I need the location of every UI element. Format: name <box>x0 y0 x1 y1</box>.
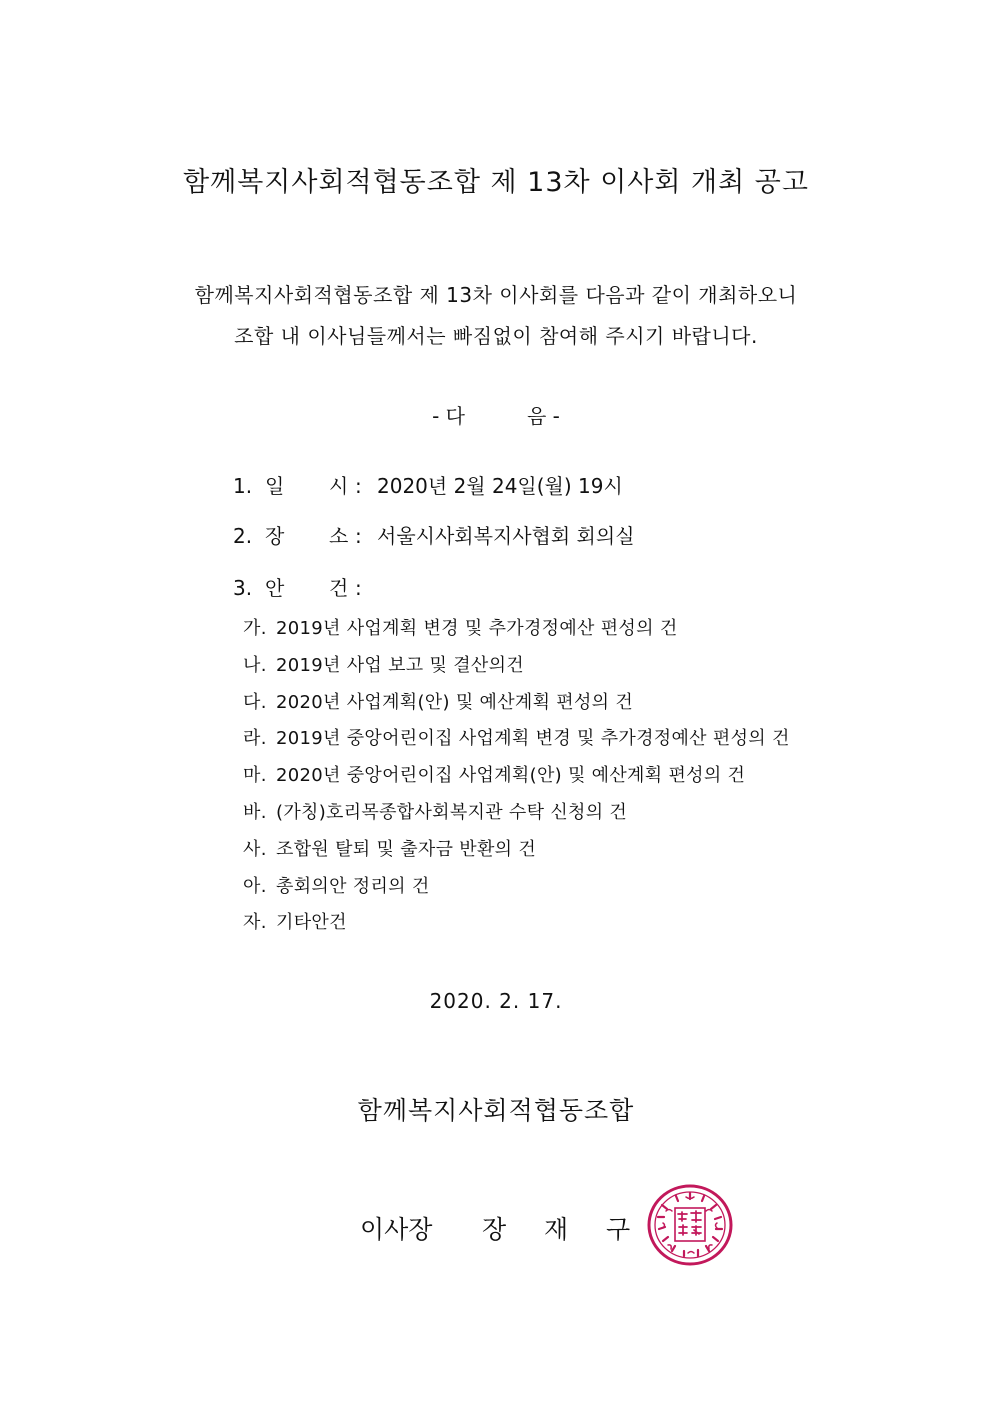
field-colon: : <box>355 524 362 548</box>
agenda-item <box>243 724 790 761</box>
signer-name-char-3: 구 <box>606 1215 631 1244</box>
agenda-item <box>243 908 790 945</box>
agenda-item <box>243 872 790 909</box>
agenda-text: 2019년 사업계획 변경 및 추가경정예산 편성의 건 <box>276 618 678 639</box>
field-value: 서울시사회복지사협회 회의실 <box>377 524 635 548</box>
agenda-text: 2019년 중앙어린이집 사업계획 변경 및 추가경정예산 편성의 건 <box>276 728 790 750</box>
field-datetime <box>233 470 623 499</box>
agenda-marker: 아. <box>243 875 267 897</box>
agenda-text: 2020년 사업계획(안) 및 예산계획 편성의 건 <box>276 691 634 713</box>
field-number: 1. <box>233 474 253 498</box>
organization-name: 함께복지사회적협동조합 <box>357 1096 635 1125</box>
notice-date: 2020. 2. 17. <box>429 989 563 1013</box>
intro-line-2: 조합 내 이사님들께서는 빠짐없이 참여해 주시기 바랍니다. <box>234 324 758 348</box>
agenda-marker: 마. <box>243 765 267 787</box>
intro-line-1: 함께복지사회적협동조합 제 13차 이사회를 다음과 같이 개최하오니 <box>194 283 798 307</box>
field-number: 2. <box>233 524 253 548</box>
agenda-item <box>243 688 790 725</box>
field-label-char-1: 장 <box>265 524 285 548</box>
field-agenda <box>233 572 377 601</box>
agenda-text: 조합원 탈퇴 및 출자금 반환의 건 <box>276 838 537 860</box>
agenda-marker: 사. <box>243 838 267 860</box>
field-location <box>233 520 635 549</box>
agenda-item <box>243 761 790 798</box>
field-value: 2020년 2월 24일(월) 19시 <box>377 474 623 498</box>
field-number: 3. <box>233 576 253 600</box>
signer-role: 이사장 <box>360 1215 433 1244</box>
agenda-marker: 바. <box>243 801 267 823</box>
agenda-text: 2020년 중앙어린이집 사업계획(안) 및 예산계획 편성의 건 <box>276 765 746 787</box>
agenda-marker: 자. <box>243 912 267 934</box>
document-title: 함께복지사회적협동조합 제 13차 이사회 개최 공고 <box>183 167 809 198</box>
agenda-item <box>243 651 790 688</box>
agenda-marker: 라. <box>243 728 267 750</box>
field-colon: : <box>355 474 362 498</box>
field-colon: : <box>355 576 362 600</box>
field-label-char-2: 시 <box>329 474 349 498</box>
field-label-char-1: 일 <box>265 474 285 498</box>
agenda-text: (가칭)호리목종합사회복지관 수탁 신청의 건 <box>276 801 628 823</box>
signer-name-char-1: 장 <box>482 1215 507 1244</box>
agenda-text: 2019년 사업 보고 및 결산의건 <box>276 654 524 676</box>
agenda-text: 기타안건 <box>276 912 347 934</box>
field-label-char-2: 소 <box>329 524 349 548</box>
notice-heading <box>0 400 992 429</box>
agenda-list <box>243 614 790 945</box>
agenda-item <box>243 835 790 872</box>
field-label-char-2: 건 <box>329 576 349 600</box>
agenda-item <box>243 798 790 835</box>
notice-heading-left: - 다 <box>432 404 465 428</box>
agenda-marker: 가. <box>243 618 267 639</box>
agenda-text: 총회의안 정리의 건 <box>276 875 430 897</box>
signature-line <box>360 1210 668 1246</box>
seal-stamp-icon <box>646 1183 734 1267</box>
signer-name-char-2: 재 <box>544 1215 569 1244</box>
notice-heading-right: 음 - <box>527 404 560 428</box>
field-label-char-1: 안 <box>265 576 285 600</box>
agenda-item <box>243 614 790 651</box>
agenda-marker: 나. <box>243 654 267 676</box>
agenda-marker: 다. <box>243 691 267 713</box>
